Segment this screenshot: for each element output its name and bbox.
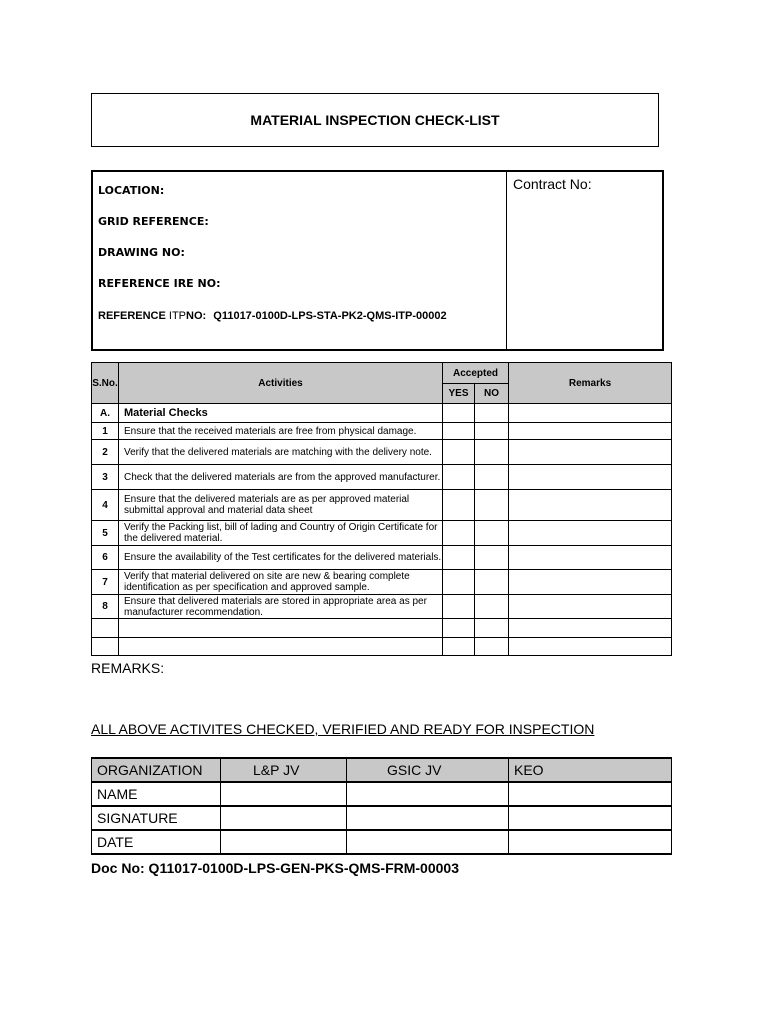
contract-no-label: Contract No: <box>513 176 592 192</box>
drawing-no-label: DRAWING NO: <box>98 246 185 259</box>
remarks-cell[interactable] <box>509 546 672 570</box>
no-cell[interactable] <box>475 638 509 656</box>
blank-row <box>92 638 672 656</box>
section-label: Material Checks <box>119 404 443 423</box>
no-cell[interactable] <box>475 595 509 619</box>
row-activity: Verify the Packing list, bill of lading and Country of Origin Certificate for the delivered material. <box>119 521 443 546</box>
header-keo: KEO <box>509 758 672 782</box>
header-lp-jv: L&P JV <box>221 758 347 782</box>
signoff-cell[interactable] <box>347 782 509 806</box>
row-label-name: NAME <box>92 782 221 806</box>
checklist-table <box>91 362 672 656</box>
form-title: MATERIAL INSPECTION CHECK-LIST <box>250 112 500 128</box>
header-remarks: Remarks <box>509 363 672 404</box>
row-number: 8 <box>92 595 119 619</box>
row-label-date: DATE <box>92 830 221 854</box>
yes-cell[interactable] <box>443 570 475 595</box>
signoff-cell[interactable] <box>347 806 509 830</box>
section-row <box>92 404 672 423</box>
no-cell[interactable] <box>475 440 509 465</box>
remarks-cell[interactable] <box>509 570 672 595</box>
row-activity: Ensure that the delivered materials are as per approved material submittal approval and material data sheet <box>119 490 443 521</box>
row-activity: Check that the delivered materials are from the approved manufacturer. <box>119 465 443 490</box>
header-activities: Activities <box>119 363 443 404</box>
verification-statement: ALL ABOVE ACTIVITES CHECKED, VERIFIED AND READY FOR INSPECTION <box>91 721 595 737</box>
table-row <box>92 595 672 619</box>
itp-prefix: REFERENCE <box>98 310 166 322</box>
remarks-cell[interactable] <box>509 440 672 465</box>
row-number: 1 <box>92 423 119 440</box>
row-activity: Ensure the availability of the Test certificates for the delivered materials. <box>119 546 443 570</box>
signoff-cell[interactable] <box>221 806 347 830</box>
signoff-row <box>92 830 672 854</box>
document-number: Doc No: Q11017-0100D-LPS-GEN-PKS-QMS-FRM-00003 <box>91 860 459 876</box>
blank-cell <box>92 638 119 656</box>
yes-cell[interactable] <box>443 465 475 490</box>
signoff-cell[interactable] <box>221 830 347 854</box>
section-number: A. <box>92 404 119 423</box>
table-row <box>92 490 672 521</box>
no-cell[interactable] <box>475 490 509 521</box>
row-number: 3 <box>92 465 119 490</box>
itp-mid: ITP <box>168 310 187 322</box>
row-activity: Ensure that delivered materials are stored in appropriate area as per manufacturer recommendation. <box>119 595 443 619</box>
header-sno: S.No. <box>92 363 119 404</box>
header-accepted: Accepted <box>443 363 509 384</box>
blank-activity-cell[interactable] <box>119 619 443 638</box>
table-row <box>92 465 672 490</box>
itp-suffix: NO: <box>186 310 207 322</box>
reference-ire-label: REFERENCE IRE NO: <box>98 277 221 290</box>
yes-cell[interactable] <box>443 595 475 619</box>
table-row <box>92 521 672 546</box>
remarks-cell[interactable] <box>509 490 672 521</box>
remarks-label: REMARKS: <box>91 660 165 676</box>
project-info-fields <box>93 172 507 349</box>
no-cell[interactable] <box>475 619 509 638</box>
no-cell[interactable] <box>475 465 509 490</box>
remarks-cell[interactable] <box>509 465 672 490</box>
row-activity: Ensure that the received materials are free from physical damage. <box>119 423 443 440</box>
remarks-cell[interactable] <box>509 638 672 656</box>
table-row <box>92 570 672 595</box>
grid-reference-label: GRID REFERENCE: <box>98 215 209 228</box>
signoff-cell[interactable] <box>509 806 672 830</box>
header-no: NO <box>475 384 509 404</box>
yes-cell[interactable] <box>443 638 475 656</box>
header-organization: ORGANIZATION <box>92 758 221 782</box>
signoff-cell[interactable] <box>221 782 347 806</box>
row-number: 6 <box>92 546 119 570</box>
no-cell[interactable] <box>475 546 509 570</box>
row-number: 7 <box>92 570 119 595</box>
signoff-table <box>91 757 672 855</box>
blank-row <box>92 619 672 638</box>
location-label: LOCATION: <box>98 184 165 197</box>
blank-activity-cell[interactable] <box>119 638 443 656</box>
yes-cell[interactable] <box>443 521 475 546</box>
yes-cell[interactable] <box>443 546 475 570</box>
signoff-header-row <box>92 758 672 782</box>
no-cell[interactable] <box>475 404 509 423</box>
reference-itp-line <box>98 310 447 322</box>
row-number: 4 <box>92 490 119 521</box>
remarks-cell[interactable] <box>509 404 672 423</box>
remarks-cell[interactable] <box>509 521 672 546</box>
row-activity: Verify that material delivered on site are new & bearing complete identification as per specification and approved sample. <box>119 570 443 595</box>
signoff-cell[interactable] <box>509 782 672 806</box>
table-row <box>92 440 672 465</box>
yes-cell[interactable] <box>443 490 475 521</box>
row-activity: Verify that the delivered materials are matching with the delivery note. <box>119 440 443 465</box>
row-number: 2 <box>92 440 119 465</box>
signoff-cell[interactable] <box>347 830 509 854</box>
signoff-row <box>92 782 672 806</box>
project-info-box <box>91 170 664 351</box>
yes-cell[interactable] <box>443 423 475 440</box>
remarks-cell[interactable] <box>509 423 672 440</box>
no-cell[interactable] <box>475 423 509 440</box>
no-cell[interactable] <box>475 521 509 546</box>
row-label-signature: SIGNATURE <box>92 806 221 830</box>
form-title-box <box>91 93 659 147</box>
header-yes: YES <box>443 384 475 404</box>
header-gsic-jv: GSIC JV <box>347 758 509 782</box>
blank-cell <box>92 619 119 638</box>
yes-cell[interactable] <box>443 440 475 465</box>
signoff-cell[interactable] <box>509 830 672 854</box>
remarks-cell[interactable] <box>509 619 672 638</box>
yes-cell[interactable] <box>443 619 475 638</box>
table-row <box>92 546 672 570</box>
yes-cell[interactable] <box>443 404 475 423</box>
no-cell[interactable] <box>475 570 509 595</box>
itp-number: Q11017-0100D-LPS-STA-PK2-QMS-ITP-00002 <box>213 310 447 322</box>
row-number: 5 <box>92 521 119 546</box>
table-row <box>92 423 672 440</box>
remarks-cell[interactable] <box>509 595 672 619</box>
signoff-row <box>92 806 672 830</box>
